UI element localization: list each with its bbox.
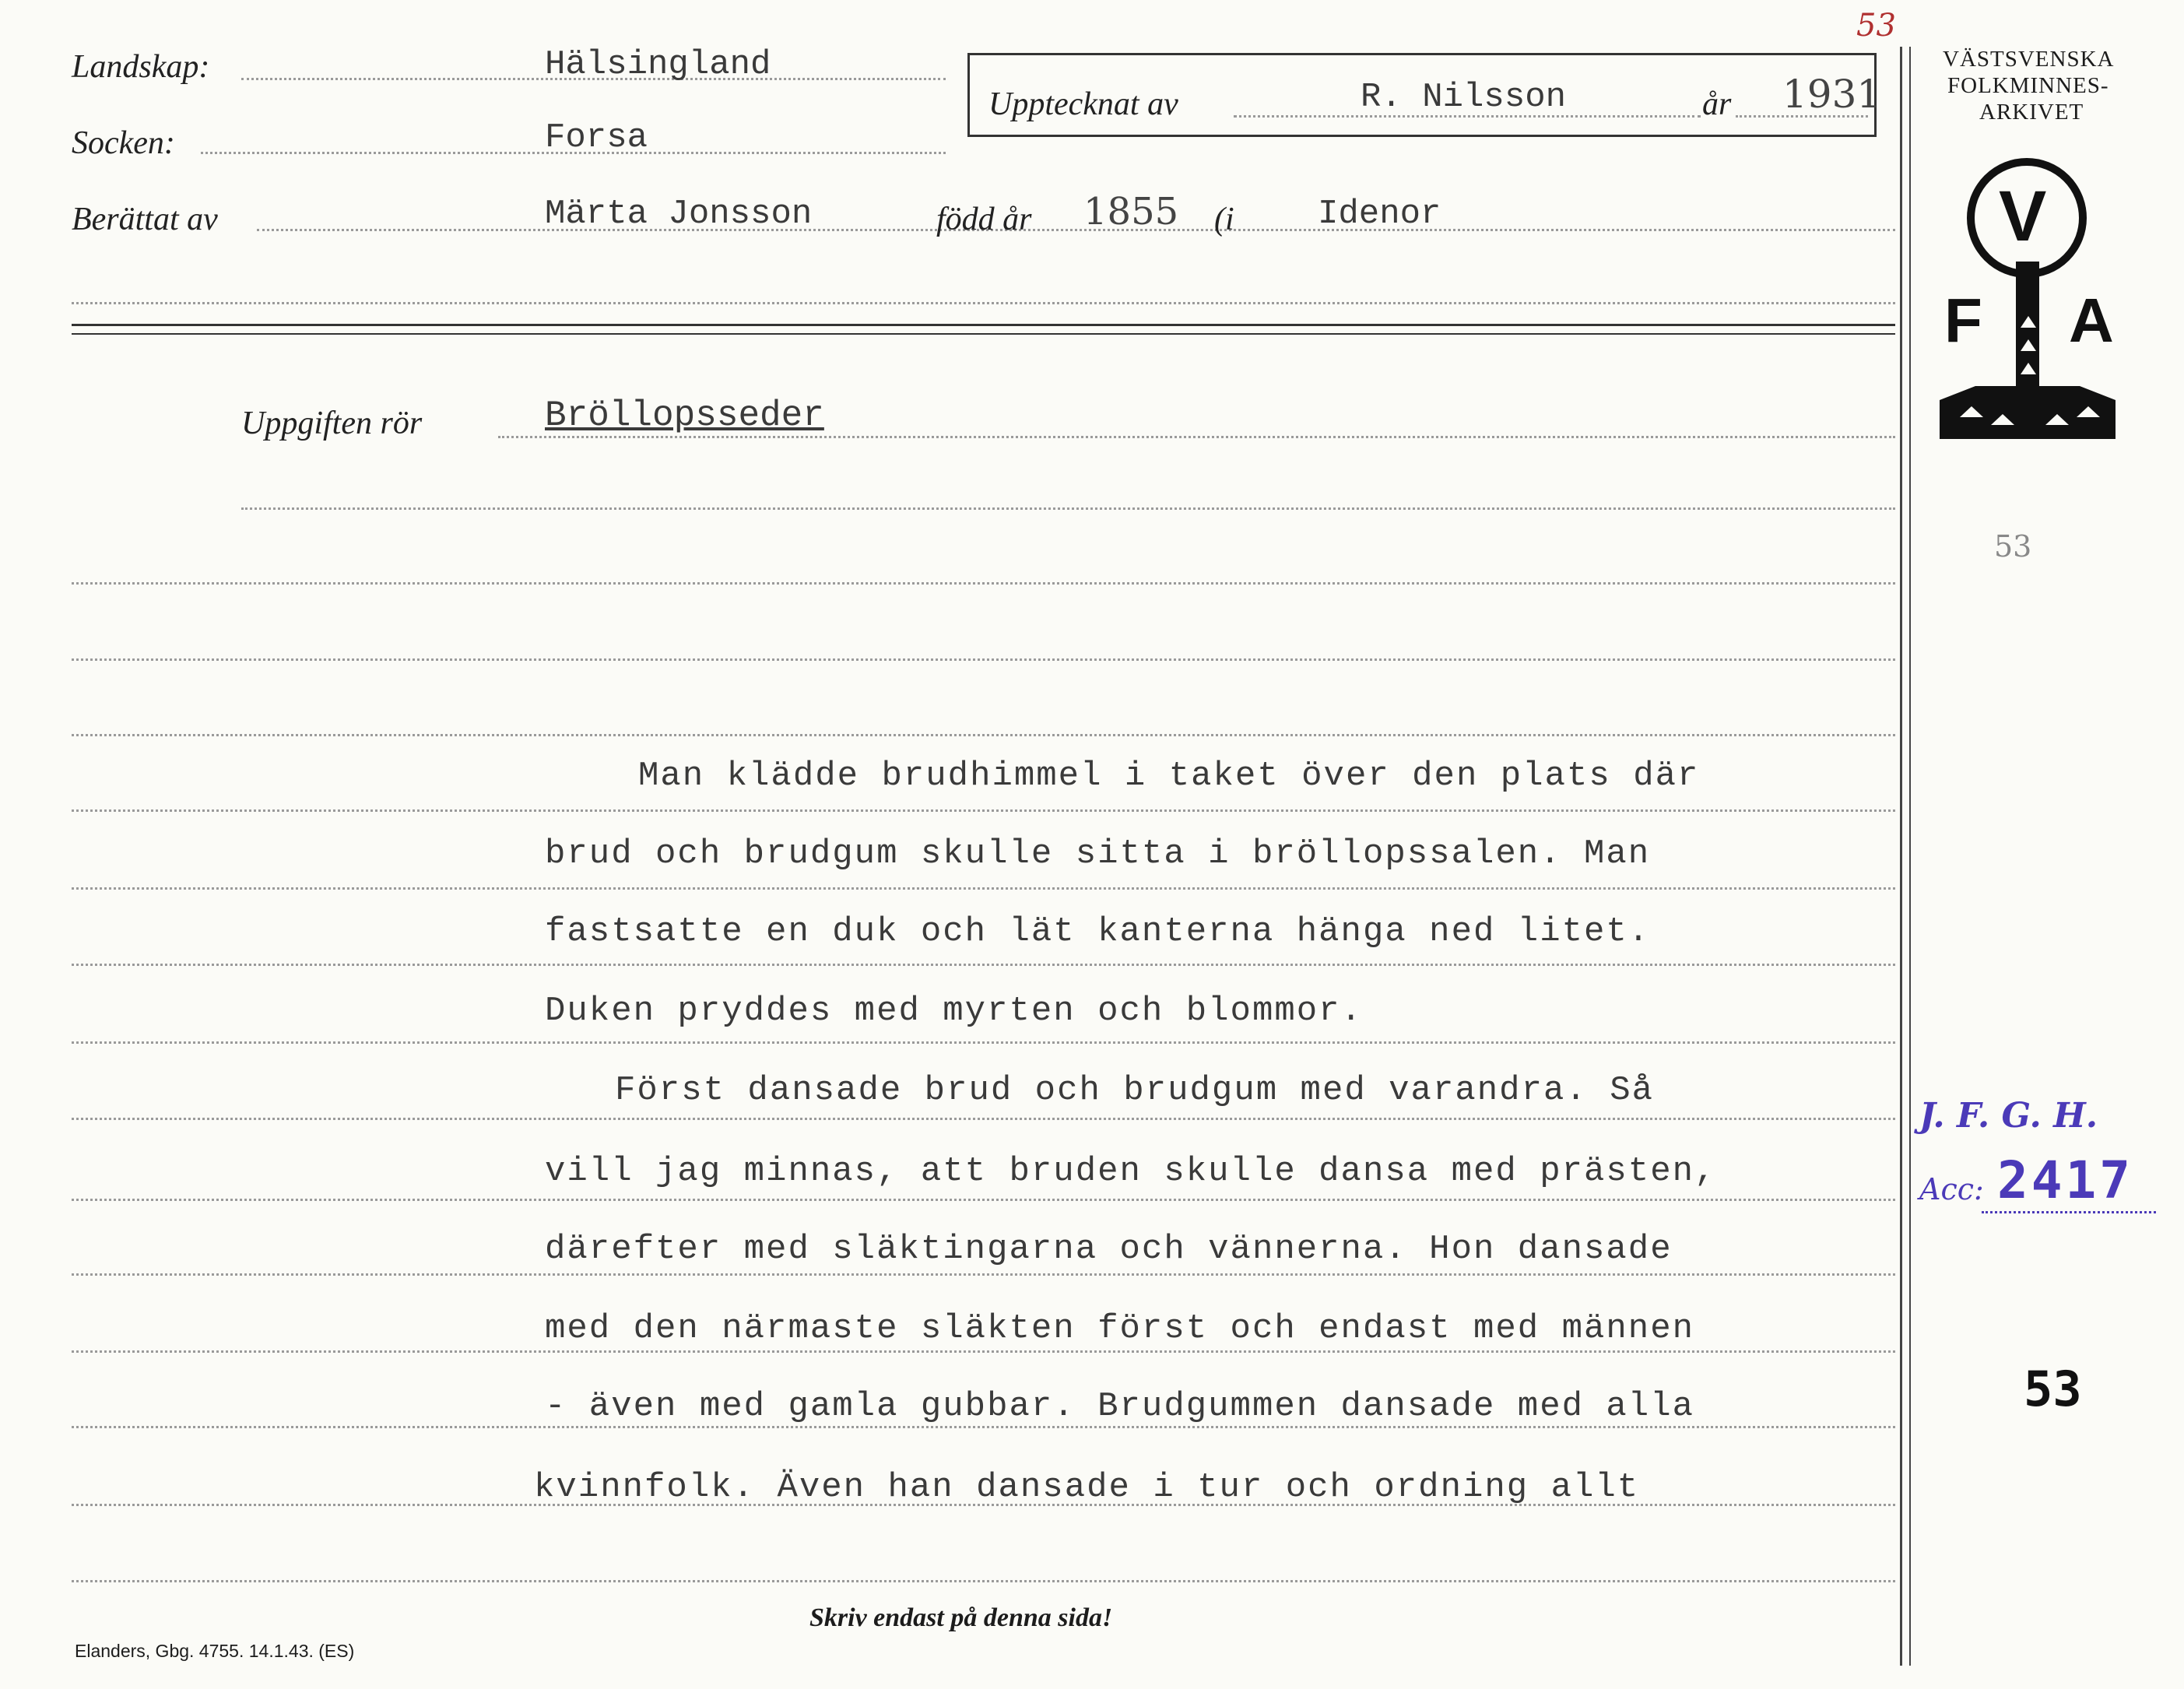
archive-name-3: ARKIVET [1979,100,2084,125]
logo-letter-v: V [1999,177,2047,256]
ar-value: 1931 [1782,72,1882,117]
uppteck-label: Upptecknat av [988,86,1178,122]
landskap-label: Landskap: [72,49,210,85]
blank-line-5 [72,734,1895,736]
body-line: med den närmaste släkten först och endast med männen [545,1309,1695,1348]
berattat-line [257,229,1895,231]
blank-line-1 [72,302,1895,304]
body-line: Först dansade brud och brudgum med varandra. Så [615,1071,1655,1110]
body-rule [72,1504,1895,1506]
berattat-label: Berättat av [72,202,218,237]
body-line: vill jag minnas, att bruden skulle dansa med prästen, [545,1152,1717,1191]
archive-name-2: FOLKMINNES- [1947,73,2109,98]
logo-letter-a: A [2069,286,2114,355]
body-rule [72,809,1895,812]
body-line: Duken pryddes med myrten och blommor. [545,992,1363,1031]
body-rule [72,1350,1895,1353]
landskap-value: Hälsingland [545,45,771,84]
body-line: fastsatte en duk och lät kanterna hänga ned litet. [545,912,1651,951]
i-label: (i [1214,202,1234,237]
socken-value: Forsa [545,118,648,157]
socken-label: Socken: [72,125,175,161]
blank-line-2 [241,507,1895,510]
margin-rule-2 [1909,47,1911,1666]
i-value: Idenor [1318,195,1441,234]
subject-line [498,436,1895,438]
body-line: brud och brudgum skulle sitta i bröllopssalen. Man [545,834,1651,873]
subject-label: Uppgiften rör [241,406,423,441]
body-line: Man klädde brudhimmel i taket över den plats där [638,757,1700,795]
body-rule [72,1199,1895,1201]
blank-line-4 [72,658,1895,661]
printer-imprint: Elanders, Gbg. 4755. 14.1.43. (ES) [75,1641,355,1661]
stamp-institute: J. F. G. H. [1919,1096,2098,1136]
subject-value: Bröllopsseder [545,395,824,436]
header-rule-top [72,324,1895,326]
header-rule-bottom [72,333,1895,335]
archive-name-1: VÄSTSVENSKA [1943,47,2115,72]
uppteck-value: R. Nilsson [1361,78,1567,117]
body-line: kvinnfolk. Även han dansade i tur och ordning allt [534,1468,1640,1507]
footer-instruction: Skriv endast på denna sida! [809,1603,1113,1632]
page-number: 53 [2024,1361,2082,1417]
stamp-acc-number: 2417 [1997,1150,2133,1210]
margin-rule-1 [1900,47,1902,1666]
body-rule [72,1041,1895,1044]
ar-label: år [1702,86,1732,122]
page-mark-top: 53 [1856,8,1896,44]
body-rule [72,1426,1895,1428]
berattat-value: Märta Jonsson [545,195,813,234]
body-line: - även med gamla gubbar. Brudgummen dansade med alla [545,1387,1695,1426]
body-rule [72,1273,1895,1276]
body-rule [72,1580,1895,1582]
body-rule [72,1118,1895,1120]
body-rule [72,887,1895,890]
body-line: därefter med släktingarna och vännerna. Hon dansade [545,1230,1673,1269]
stamp-acc-line [1982,1211,2156,1213]
archive-logo [1929,153,2123,464]
stamp-acc-label: Acc: [1919,1172,1984,1206]
blank-line-3 [72,582,1895,585]
logo-letter-f: F [1944,286,1982,355]
pencil-number: 53 [1994,529,2032,564]
fodd-label: född år [936,202,1032,237]
body-rule [72,964,1895,966]
fodd-value: 1855 [1083,190,1179,234]
